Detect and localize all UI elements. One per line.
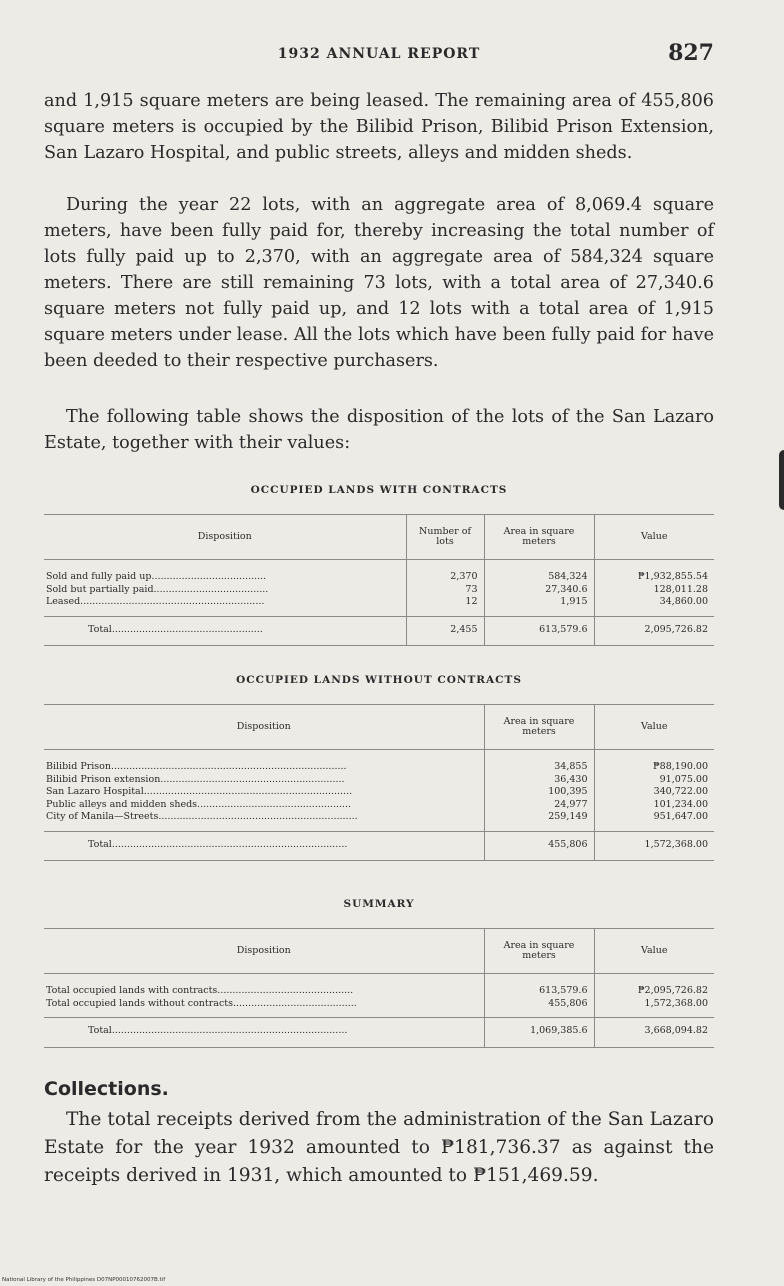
table-total-row bbox=[44, 1018, 714, 1048]
collections-heading: Collections. bbox=[44, 1078, 169, 1100]
scan-footer: National Library of the Philippines D07NP00010762007B.tif bbox=[2, 1277, 166, 1283]
row-label: Bilibid Prison.............................................................................. bbox=[46, 761, 347, 772]
row-area: 34,855 bbox=[484, 750, 594, 774]
row-area: 36,430 bbox=[484, 774, 594, 787]
table-row bbox=[44, 560, 714, 584]
table-caption-with-contracts: OCCUPIED LANDS WITH CONTRACTS bbox=[250, 484, 508, 496]
row-area: 1,915 bbox=[484, 596, 594, 616]
row-value: 1,572,368.00 bbox=[594, 998, 714, 1018]
paragraph-table-intro: The following table shows the disposition of the lots of the San Lazaro Estate, together with their values: bbox=[44, 407, 714, 453]
row-label: Total occupied lands with contracts............................................. bbox=[46, 985, 354, 996]
header-disposition: Disposition bbox=[44, 929, 484, 974]
total-label: Total.................................................. bbox=[44, 616, 406, 646]
row-value: ₱88,190.00 bbox=[594, 750, 714, 774]
row-value: 91,075.00 bbox=[594, 774, 714, 787]
row-label: San Lazaro Hospital..................................................................... bbox=[46, 786, 353, 797]
row-lots: 73 bbox=[406, 584, 484, 597]
row-label: Total occupied lands without contracts......................................... bbox=[46, 997, 357, 1009]
header-value: Value bbox=[594, 705, 714, 750]
table-row bbox=[44, 750, 714, 774]
table-total-row bbox=[44, 616, 714, 646]
row-value: 34,860.00 bbox=[594, 596, 714, 616]
table-total-row bbox=[44, 831, 714, 861]
row-value: ₱1,932,855.54 bbox=[594, 560, 714, 584]
row-value: ₱2,095,726.82 bbox=[594, 974, 714, 998]
row-label: Bilibid Prison extension............................................................. bbox=[46, 773, 345, 785]
header-value: Value bbox=[594, 515, 714, 560]
header-area: Area in square meters bbox=[484, 929, 594, 974]
row-label: Sold but partially paid...................................... bbox=[46, 583, 269, 595]
header-area: Area in square meters bbox=[484, 705, 594, 750]
table-row bbox=[44, 596, 714, 616]
row-value: 128,011.28 bbox=[594, 584, 714, 597]
header-disposition: Disposition bbox=[44, 515, 406, 560]
table-row bbox=[44, 786, 714, 799]
row-label: City of Manila—Streets.................................................................. bbox=[46, 811, 358, 822]
table-with-contracts bbox=[44, 514, 714, 646]
total-lots: 2,455 bbox=[406, 616, 484, 646]
row-area: 613,579.6 bbox=[484, 974, 594, 998]
table-row bbox=[44, 799, 714, 812]
row-area: 24,977 bbox=[484, 799, 594, 812]
table-row bbox=[44, 998, 714, 1018]
row-area: 584,324 bbox=[484, 560, 594, 584]
paragraph-collections: The total receipts derived from the administration of the San Lazaro Estate for the year 1932 amounted to ₱181,736.37 as against the receipts derived in 1931, which amounted to ₱151,469.59. bbox=[44, 1109, 714, 1186]
header-value: Value bbox=[594, 929, 714, 974]
total-label: Total.............................................................................. bbox=[44, 1018, 484, 1048]
row-value: 951,647.00 bbox=[594, 811, 714, 831]
table-header-row bbox=[44, 929, 714, 974]
row-value: 340,722.00 bbox=[594, 786, 714, 799]
page-edge-mark bbox=[779, 450, 784, 510]
table-caption-summary: SUMMARY bbox=[343, 898, 415, 910]
table-row bbox=[44, 811, 714, 831]
row-lots: 2,370 bbox=[406, 560, 484, 584]
header-number-of-lots: Number of lots bbox=[406, 515, 484, 560]
row-area: 27,340.6 bbox=[484, 584, 594, 597]
table-header-row bbox=[44, 705, 714, 750]
header-area: Area in square meters bbox=[484, 515, 594, 560]
row-area: 259,149 bbox=[484, 811, 594, 831]
row-label: Public alleys and midden sheds................................................... bbox=[46, 798, 352, 810]
total-area: 613,579.6 bbox=[484, 616, 594, 646]
table-row bbox=[44, 974, 714, 998]
row-value: 101,234.00 bbox=[594, 799, 714, 812]
total-value: 2,095,726.82 bbox=[594, 616, 714, 646]
total-value: 3,668,094.82 bbox=[594, 1018, 714, 1048]
total-label: Total.............................................................................. bbox=[44, 831, 484, 861]
table-without-contracts bbox=[44, 704, 714, 861]
row-area: 100,395 bbox=[484, 786, 594, 799]
row-label: Leased............................................................. bbox=[46, 596, 265, 607]
table-row bbox=[44, 584, 714, 597]
table-summary bbox=[44, 928, 714, 1048]
row-area: 455,806 bbox=[484, 998, 594, 1018]
paragraph-leased-area: and 1,915 square meters are being leased. The remaining area of 455,806 square meters is occupied by the Bilibid Prison, Bilibid Prison Extension, San Lazaro Hospital, and public streets, alleys and midden sheds. bbox=[44, 91, 714, 163]
header-disposition: Disposition bbox=[44, 705, 484, 750]
total-area: 1,069,385.6 bbox=[484, 1018, 594, 1048]
page-number: 827 bbox=[668, 40, 714, 66]
paragraph-lots-paid: During the year 22 lots, with an aggregate area of 8,069.4 square meters, have been fully paid for, thereby increasing the total number of lots fully paid up to 2,370, with an aggregate area of 584,324 square meters. There are still remaining 73 lots, with a total area of 27,340.6 square meters not fully paid up, and 12 lots with a total area of 1,915 square meters under lease. All the lots which have been fully paid for have been deeded to their respective purchasers. bbox=[44, 195, 714, 371]
page-header bbox=[44, 40, 714, 74]
total-area: 455,806 bbox=[484, 831, 594, 861]
table-header-row bbox=[44, 515, 714, 560]
total-value: 1,572,368.00 bbox=[594, 831, 714, 861]
table-caption-without-contracts: OCCUPIED LANDS WITHOUT CONTRACTS bbox=[236, 674, 522, 686]
table-row bbox=[44, 774, 714, 787]
running-title: 1932 ANNUAL REPORT bbox=[277, 46, 481, 62]
row-label: Sold and fully paid up...................................... bbox=[46, 571, 267, 582]
row-lots: 12 bbox=[406, 596, 484, 616]
